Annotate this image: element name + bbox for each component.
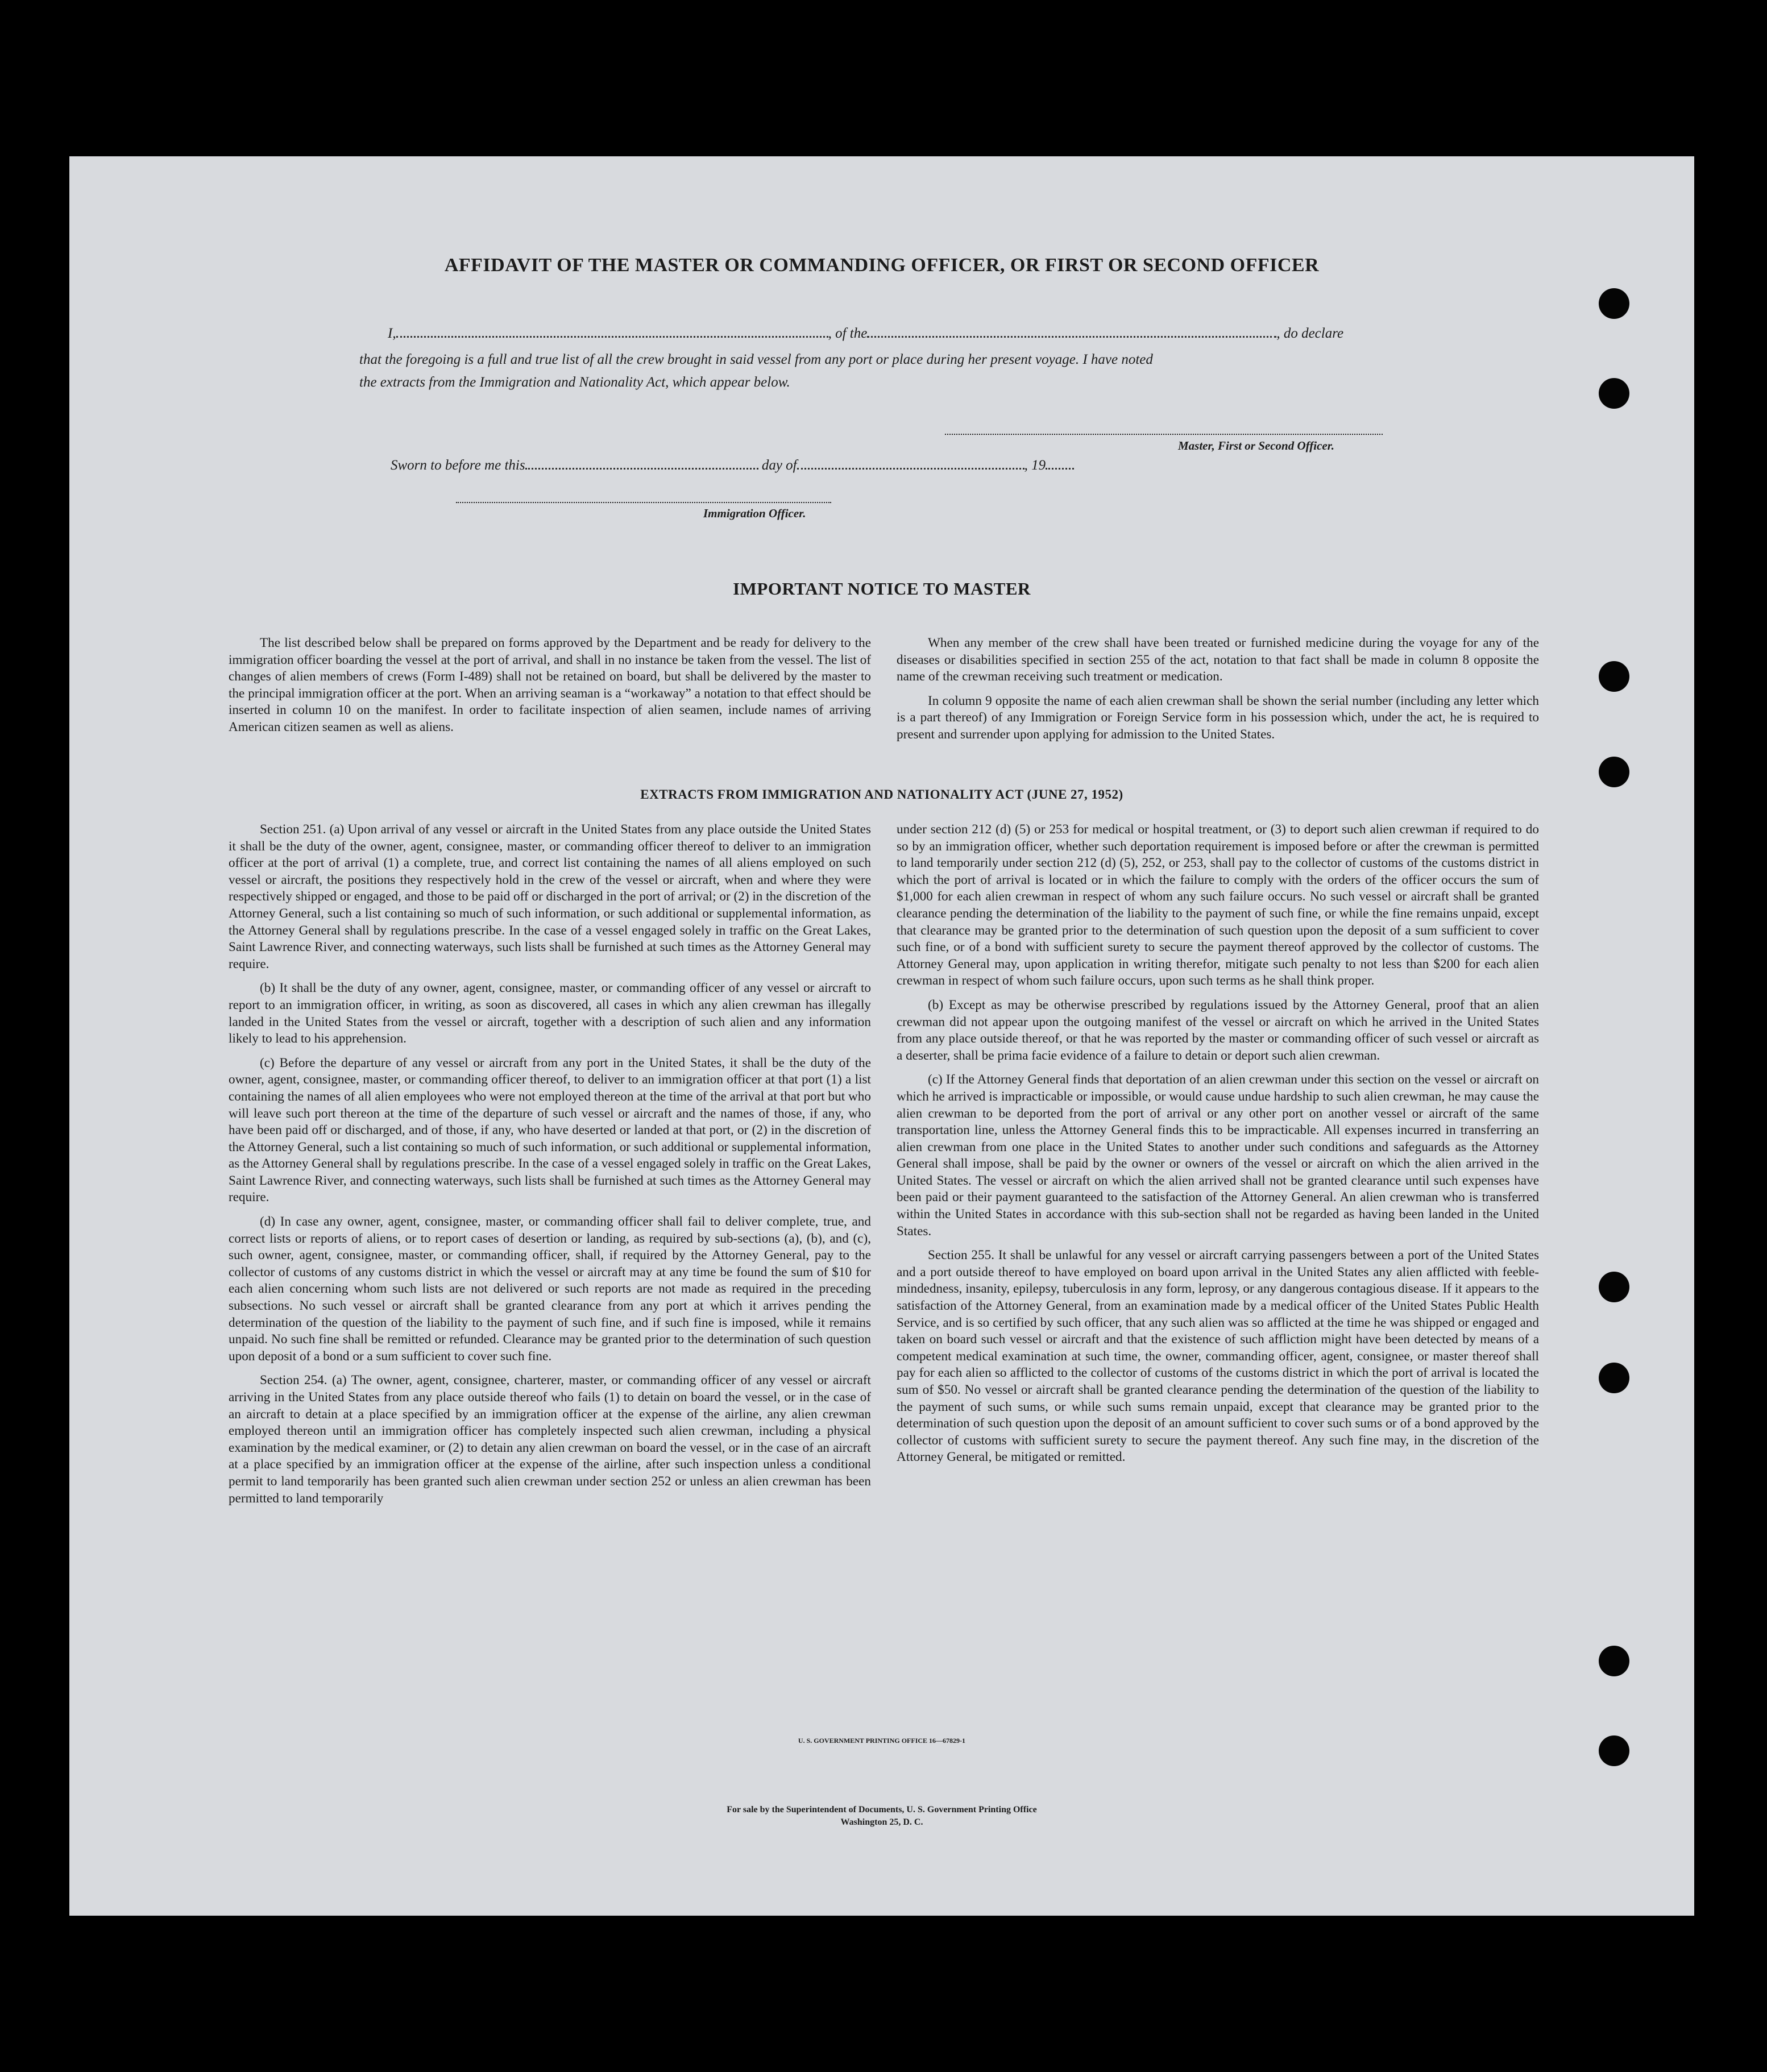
- notice-title: IMPORTANT NOTICE TO MASTER: [733, 579, 1031, 599]
- notice-right-text-1: When any member of the crew shall have been treated or furnished medicine during the voyage for any of the diseases or disabilities specified in section 255 of the act, notation to that fact shall be made in column 8 opposite the name of the crewman receiving such treatment or medication.: [897, 636, 1539, 684]
- binder-hole-icon: [1599, 1363, 1629, 1393]
- section-251-b: (b) It shall be the duty of any owner, agent, consignee, master, or commanding officer of any vessel or aircraft to report to an immigration officer, in writing, as soon as discovered, all cases in which any alien crewman has illegally landed in the United States from the vessel or aircraft, together with a description of such alien and any information likely to lead to his apprehension.: [229, 981, 871, 1047]
- binder-hole-icon: [1599, 1735, 1629, 1766]
- extracts-right-column: [897, 821, 1539, 1473]
- affidavit-title: AFFIDAVIT OF THE MASTER OR COMMANDING OFFICER, OR FIRST OR SECOND OFFICER: [444, 255, 1320, 276]
- section-251-a: Section 251. (a) Upon arrival of any vessel or aircraft in the United States from any place outside the United States it shall be the duty of the owner, agent, consignee, master, or commanding officer thereof to deliver to an immigration officer at the port of arrival (1) a complete, true, and correct list containing the names of all aliens employed on such vessel or aircraft, the positions they respectively hold in the crew of the vessel or aircraft, when and where they were respectively shipped or engaged, and those to be paid off or discharged in the port of arrival; or (2) in the discretion of the Attorney General, such a list containing so much of such information, or such additional or supplemental information, as the Attorney General shall by regulations prescribe. In the case of a vessel engaged solely in traffic on the Great Lakes, Saint Lawrence River, and connecting waterways, such lists shall be furnished at such times as the Attorney General may require.: [229, 822, 871, 971]
- printing-office-note: U. S. GOVERNMENT PRINTING OFFICE 16—67829-1: [798, 1737, 966, 1745]
- extracts-left-column: [229, 821, 871, 1514]
- master-signature-line[interactable]: [945, 434, 1383, 435]
- section-255: Section 255. It shall be unlawful for any vessel or aircraft carrying passengers between a port of the United States and a port outside thereof to have employed on board upon arrival in the United States any alien afflicted with feeble-mindedness, insanity, epilepsy, tuberculosis in any form, leprosy, or any dangerous contagious disease. If it appears to the satisfaction of the Attorney General, from an examination made by a medical officer of the United States Public Health Service, and is so certified by such officer, that any such alien was so afflicted at the time he was shipped or engaged and taken on board such vessel or aircraft and that the existence of such affliction might have been detected by means of a competent medical examination at such time, the owner, commanding officer, agent, consignee, or master thereof shall pay for each alien so afflicted to the collector of customs of the customs district in which the port of arrival is located the sum of $50. No vessel or aircraft shall be granted clearance pending the determination of the question of the liability to the payment of such sums, or while such sums remain unpaid, except that clearance may be granted prior to the determination of such question upon the deposit of an amount sufficient to cover such sums or of a bond approved by the collector of customs with sufficient surety to secure the payment thereof. Any such fine may, in the discretion of the Attorney General, be mitigated or remitted.: [897, 1248, 1539, 1465]
- section-254-a: Section 254. (a) The owner, agent, consignee, charterer, master, or commanding officer of any vessel or aircraft arriving in the United States from any place outside thereof who fails (1) to detain on board the vessel, or in the case of an aircraft to detain at a place specified by an immigration officer at the expense of the airline, any alien crewman employed thereon until an immigration officer has completely inspected such alien crewman, including a physical examination by the medical examiner, or (2) to detain any alien crewman on board the vessel, or in the case of an aircraft at a place specified by an immigration officer at the expense of the airline, after such inspection unless a conditional permit to land temporarily has been granted such alien crewman under section 252 or unless an alien crewman has been permitted to land temporarily: [229, 1373, 871, 1506]
- notice-left: [229, 635, 871, 744]
- statement-line-1: that the foregoing is a full and true list of all the crew brought in said vessel from any port or place during her present voyage. I have noted: [359, 352, 1153, 367]
- sworn-year-blank[interactable]: [1046, 468, 1074, 470]
- section-251-c: (c) Before the departure of any vessel or aircraft from any port in the United States, it shall be the duty of the owner, agent, consignee, master, or commanding officer thereof, to deliver to an immigration officer at that port (1) a list containing the names of all alien employees who were not employed thereon at the time of the arrival at that port but who will leave such port thereon at the time of the departure of such vessel or aircraft and the names of those, if any, who have been paid off or discharged, and of those, if any, who have deserted or landed at that port, or (2) in the discretion of the Attorney General, such a list containing so much of such information, or such additional or supplemental information, as the Attorney General shall by regulations prescribe. In the case of a vessel engaged solely in traffic on the Great Lakes, Saint Lawrence River, and connecting waterways, such lists shall be furnished at such times as the Attorney General may require.: [229, 1055, 871, 1205]
- document-page: [69, 156, 1694, 1916]
- binder-hole-icon: [1599, 1272, 1629, 1302]
- binder-hole-icon: [1599, 757, 1629, 787]
- notice-right-text-2: In column 9 opposite the name of each alien crewman shall be shown the serial number (including any letter which is a part thereof) of any Immigration or Foreign Service form in his possession which, under the act, he is required to present and surrender upon applying for admission to the United States.: [897, 693, 1539, 742]
- declare-i: I,: [388, 326, 396, 341]
- declare-of-the: , of the: [828, 326, 868, 341]
- statement-line-2: the extracts from the Immigration and Nationality Act, which appear below.: [359, 375, 790, 390]
- sale-line-2: Washington 25, D. C.: [840, 1817, 923, 1827]
- sworn-day-blank[interactable]: [525, 468, 758, 470]
- vessel-blank[interactable]: [867, 336, 1276, 338]
- notice-right: [897, 635, 1539, 751]
- officer-label: Immigration Officer.: [703, 506, 806, 520]
- sworn-day-of: day of: [761, 458, 797, 473]
- master-label: Master, First or Second Officer.: [1178, 439, 1334, 452]
- sale-line-1: For sale by the Superintendent of Documents, U. S. Government Printing Office: [727, 1805, 1037, 1814]
- declare-end: , do declare: [1276, 326, 1344, 341]
- binder-hole-icon: [1599, 288, 1629, 319]
- extracts-title: EXTRACTS FROM IMMIGRATION AND NATIONALITY ACT (JUNE 27, 1952): [640, 787, 1123, 802]
- sworn-year: , 19: [1024, 458, 1046, 473]
- section-254-a-cont: under section 212 (d) (5) or 253 for medical or hospital treatment, or (3) to deport such alien crewman if required to do so by an immigration officer, whether such deportation requirement is imposed before or after the crewman is permitted to land temporarily under section 212 (d) (5), 252, or 253, shall pay to the collector of customs of the customs district in which the port of arrival is located or in which the failure to comply with the orders of the officer occurs the sum of $1,000 for each alien crewman in respect of whom any such failure occurs. No such vessel or aircraft shall be granted clearance pending the determination of the liability to the payment of such fine, or while the fine remains unpaid, except that clearance may be granted prior to the determination of such question upon the deposit of a sum sufficient to cover such fine, or of a bond with sufficient surety to secure the payment thereof approved by the collector of customs. The Attorney General may, upon application in writing therefor, mitigate such penalty to not less than $200 for each alien crewman in respect of whom such failure occurs, upon such terms as he shall think proper.: [897, 822, 1539, 989]
- section-254-c: (c) If the Attorney General finds that deportation of an alien crewman under this section on the vessel or aircraft on which he arrived is impracticable or impossible, or would cause undue hardship to such alien crewman, he may cause the alien crewman to be deported from the port of arrival or any other port on another vessel or aircraft of the same transportation line, unless the Attorney General finds this to be impracticable. All expenses incurred in transferring an alien crewman from one place in the United States to another under such conditions and safeguards as the Attorney General shall impose, shall be paid by the owner or owners of the vessel or aircraft on which the alien arrived in the United States. The vessel or aircraft on which the alien arrived shall not be granted clearance until such expenses have been paid or their payment guaranteed to the satisfaction of the Attorney General. An alien crewman who is transferred within the United States in accordance with this sub-section shall not be regarded as having been landed in the United States.: [897, 1072, 1539, 1239]
- binder-hole-icon: [1599, 378, 1629, 409]
- officer-signature-line[interactable]: [456, 502, 831, 503]
- section-251-d: (d) In case any owner, agent, consignee, master, or commanding officer shall fail to deliver complete, true, and correct lists or reports of aliens, or to report cases of desertion or landing, as required by sub-sections (a), (b), and (c), such owner, agent, consignee, master, or commanding officer, shall, if required by the Attorney General, pay to the collector of customs of any customs district in which the vessel or aircraft may at any time be found the sum of $10 for each alien concerning whom such lists are not delivered or such reports are not made as required in the preceding subsections. No such vessel or aircraft shall be granted clearance from any port at which it arrives pending the determination of the question of the liability to the payment of such fine, and if such fine is imposed, while it remains unpaid. No such fine shall be remitted or refunded. Clearance may be granted prior to the determination of such question upon deposit of a bond or a sum sufficient to cover such fine.: [229, 1214, 871, 1364]
- declare-line: [388, 326, 1343, 342]
- notice-left-text: The list described below shall be prepared on forms approved by the Department and be ready for delivery to the immigration officer boarding the vessel at the port of arrival, and shall in no instance be taken from the vessel. The list of changes of alien members of crews (Form I-489) shall not be retained on board, but shall be delivered by the master to the principal immigration officer at the port. When an arriving seaman is a “workaway” a notation to that effect should be inserted in column 10 on the manifest. In order to facilitate inspection of alien seamen, include names of arriving American citizen seamen as well as aliens.: [229, 636, 871, 734]
- name-blank[interactable]: [396, 336, 828, 338]
- sworn-line: [391, 458, 1074, 474]
- sworn-prefix: Sworn to before me this: [391, 458, 525, 473]
- binder-hole-icon: [1599, 1646, 1629, 1676]
- sworn-month-blank[interactable]: [797, 468, 1024, 470]
- section-254-b: (b) Except as may be otherwise prescribed by regulations issued by the Attorney General, proof that an alien crewman did not appear upon the outgoing manifest of the vessel or aircraft on which he arrived in the United States from any place outside thereof, or that he was reported by the master or commanding officer of such vessel or aircraft as a deserter, shall be prima facie evidence of a failure to detain or deport such alien crewman.: [897, 997, 1539, 1063]
- binder-hole-icon: [1599, 661, 1629, 692]
